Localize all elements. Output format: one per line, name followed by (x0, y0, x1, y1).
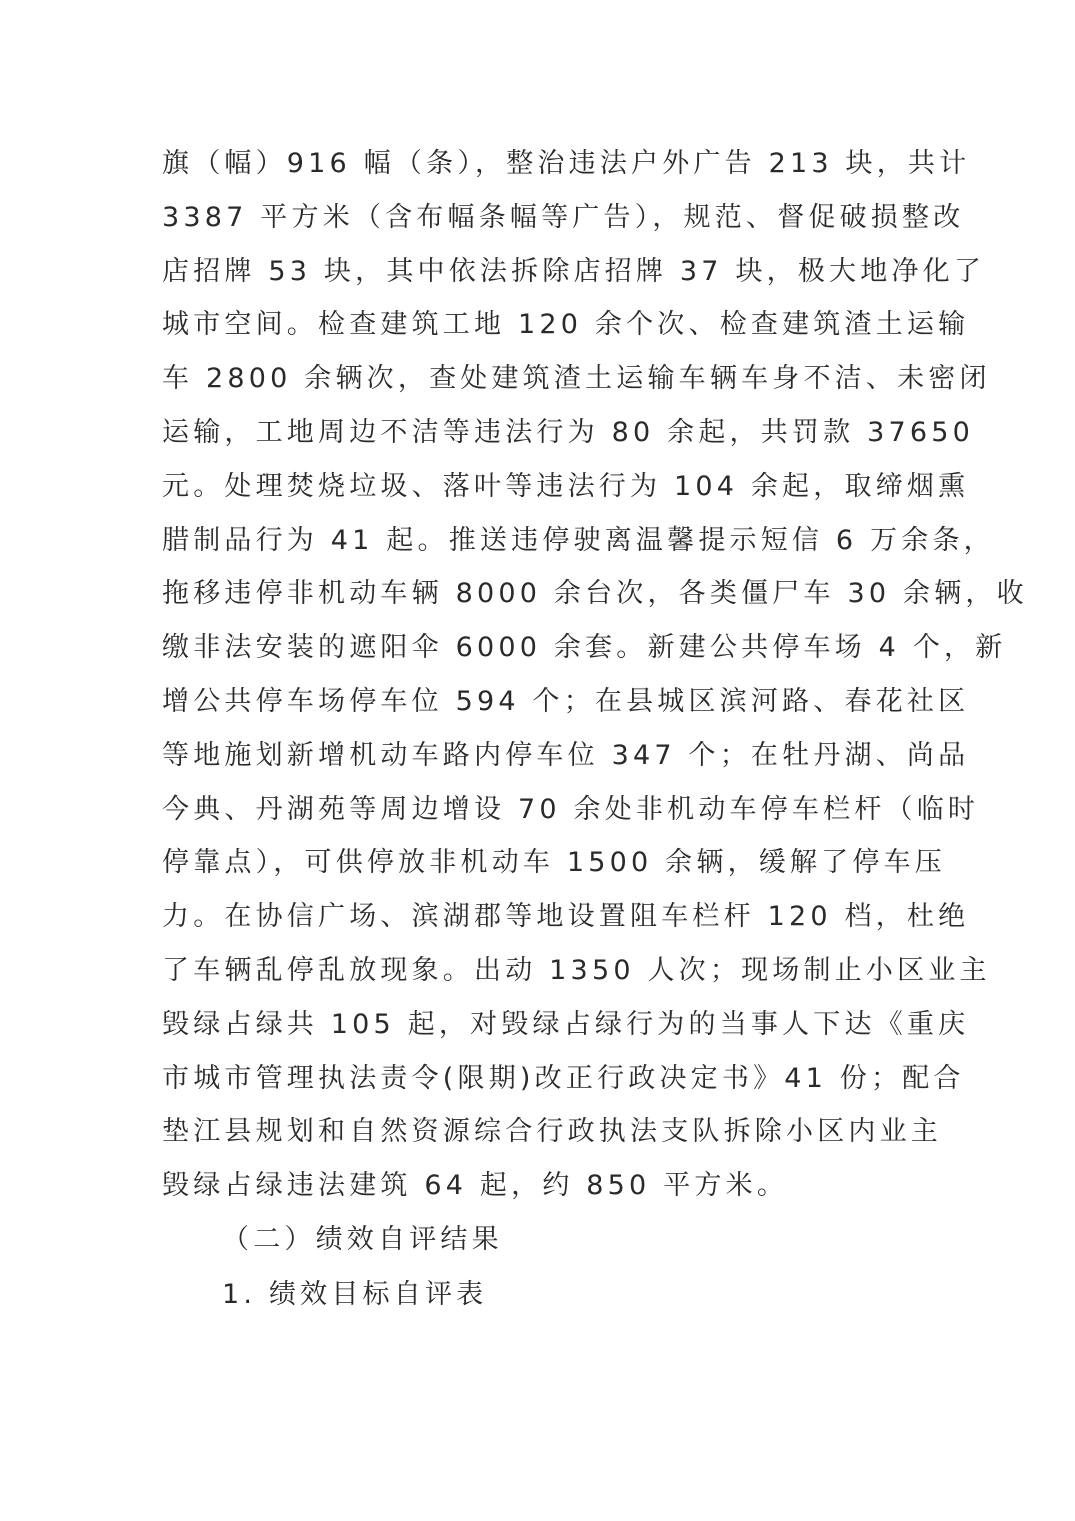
paragraph-line: 店招牌 53 块，其中依法拆除店招牌 37 块，极大地净化了 (162, 255, 986, 287)
subsection-heading: 1. 绩效目标自评表 (222, 1279, 488, 1310)
paragraph-line: 市城市管理执法责令(限期)改正行政决定书》41 份；配合 (162, 1062, 965, 1094)
body-paragraph (162, 137, 1028, 1213)
paragraph-line: 缴非法安装的遮阳伞 6000 余套。新建公共停车场 4 个，新 (162, 632, 1007, 664)
paragraph-line: 3387 平方米（含布幅条幅等广告），规范、督促破损整改 (162, 201, 965, 233)
paragraph-line: 运输，工地周边不洁等违法行为 80 余起，共罚款 37650 (162, 416, 974, 448)
paragraph-line: 力。在协信广场、滨湖郡等地设置阻车栏杆 120 档，杜绝 (162, 901, 970, 933)
paragraph-line: 城市空间。检查建筑工地 120 余个次、检查建筑渣土运输 (162, 309, 970, 341)
paragraph-line: 等地施划新增机动车路内停车位 347 个；在牡丹湖、尚品 (162, 739, 970, 771)
paragraph-line: 元。处理焚烧垃圾、落叶等违法行为 104 余起，取缔烟熏 (162, 470, 970, 502)
paragraph-line: 了车辆乱停乱放现象。出动 1350 人次；现场制止小区业主 (162, 954, 991, 986)
paragraph-line: 车 2800 余辆次，查处建筑渣土运输车辆车身不洁、未密闭 (162, 363, 991, 395)
section-heading: （二）绩效自评结果 (222, 1224, 503, 1255)
paragraph-line: 停靠点），可供停放非机动车 1500 余辆，缓解了停车压 (162, 847, 946, 879)
paragraph-line: 拖移违停非机动车辆 8000 余台次，各类僵尸车 30 余辆，收 (162, 578, 1028, 610)
paragraph-line: 增公共停车场停车位 594 个；在县城区滨河路、春花社区 (162, 685, 970, 717)
paragraph-line: 毁绿占绿违法建筑 64 起，约 850 平方米。 (162, 1170, 789, 1202)
paragraph-line: 腊制品行为 41 起。推送违停驶离温馨提示短信 6 万余条， (162, 524, 995, 556)
paragraph-line: 毁绿占绿共 105 起，对毁绿占绿行为的当事人下达《重庆 (162, 1008, 970, 1040)
paragraph-line: 旗（幅）916 幅（条），整治违法户外广告 213 块，共计 (162, 148, 971, 179)
paragraph-line: 今典、丹湖苑等周边增设 70 余处非机动车停车栏杆（临时 (162, 793, 980, 825)
paragraph-line: 垫江县规划和自然资源综合行政执法支队拆除小区内业主 (162, 1116, 942, 1148)
